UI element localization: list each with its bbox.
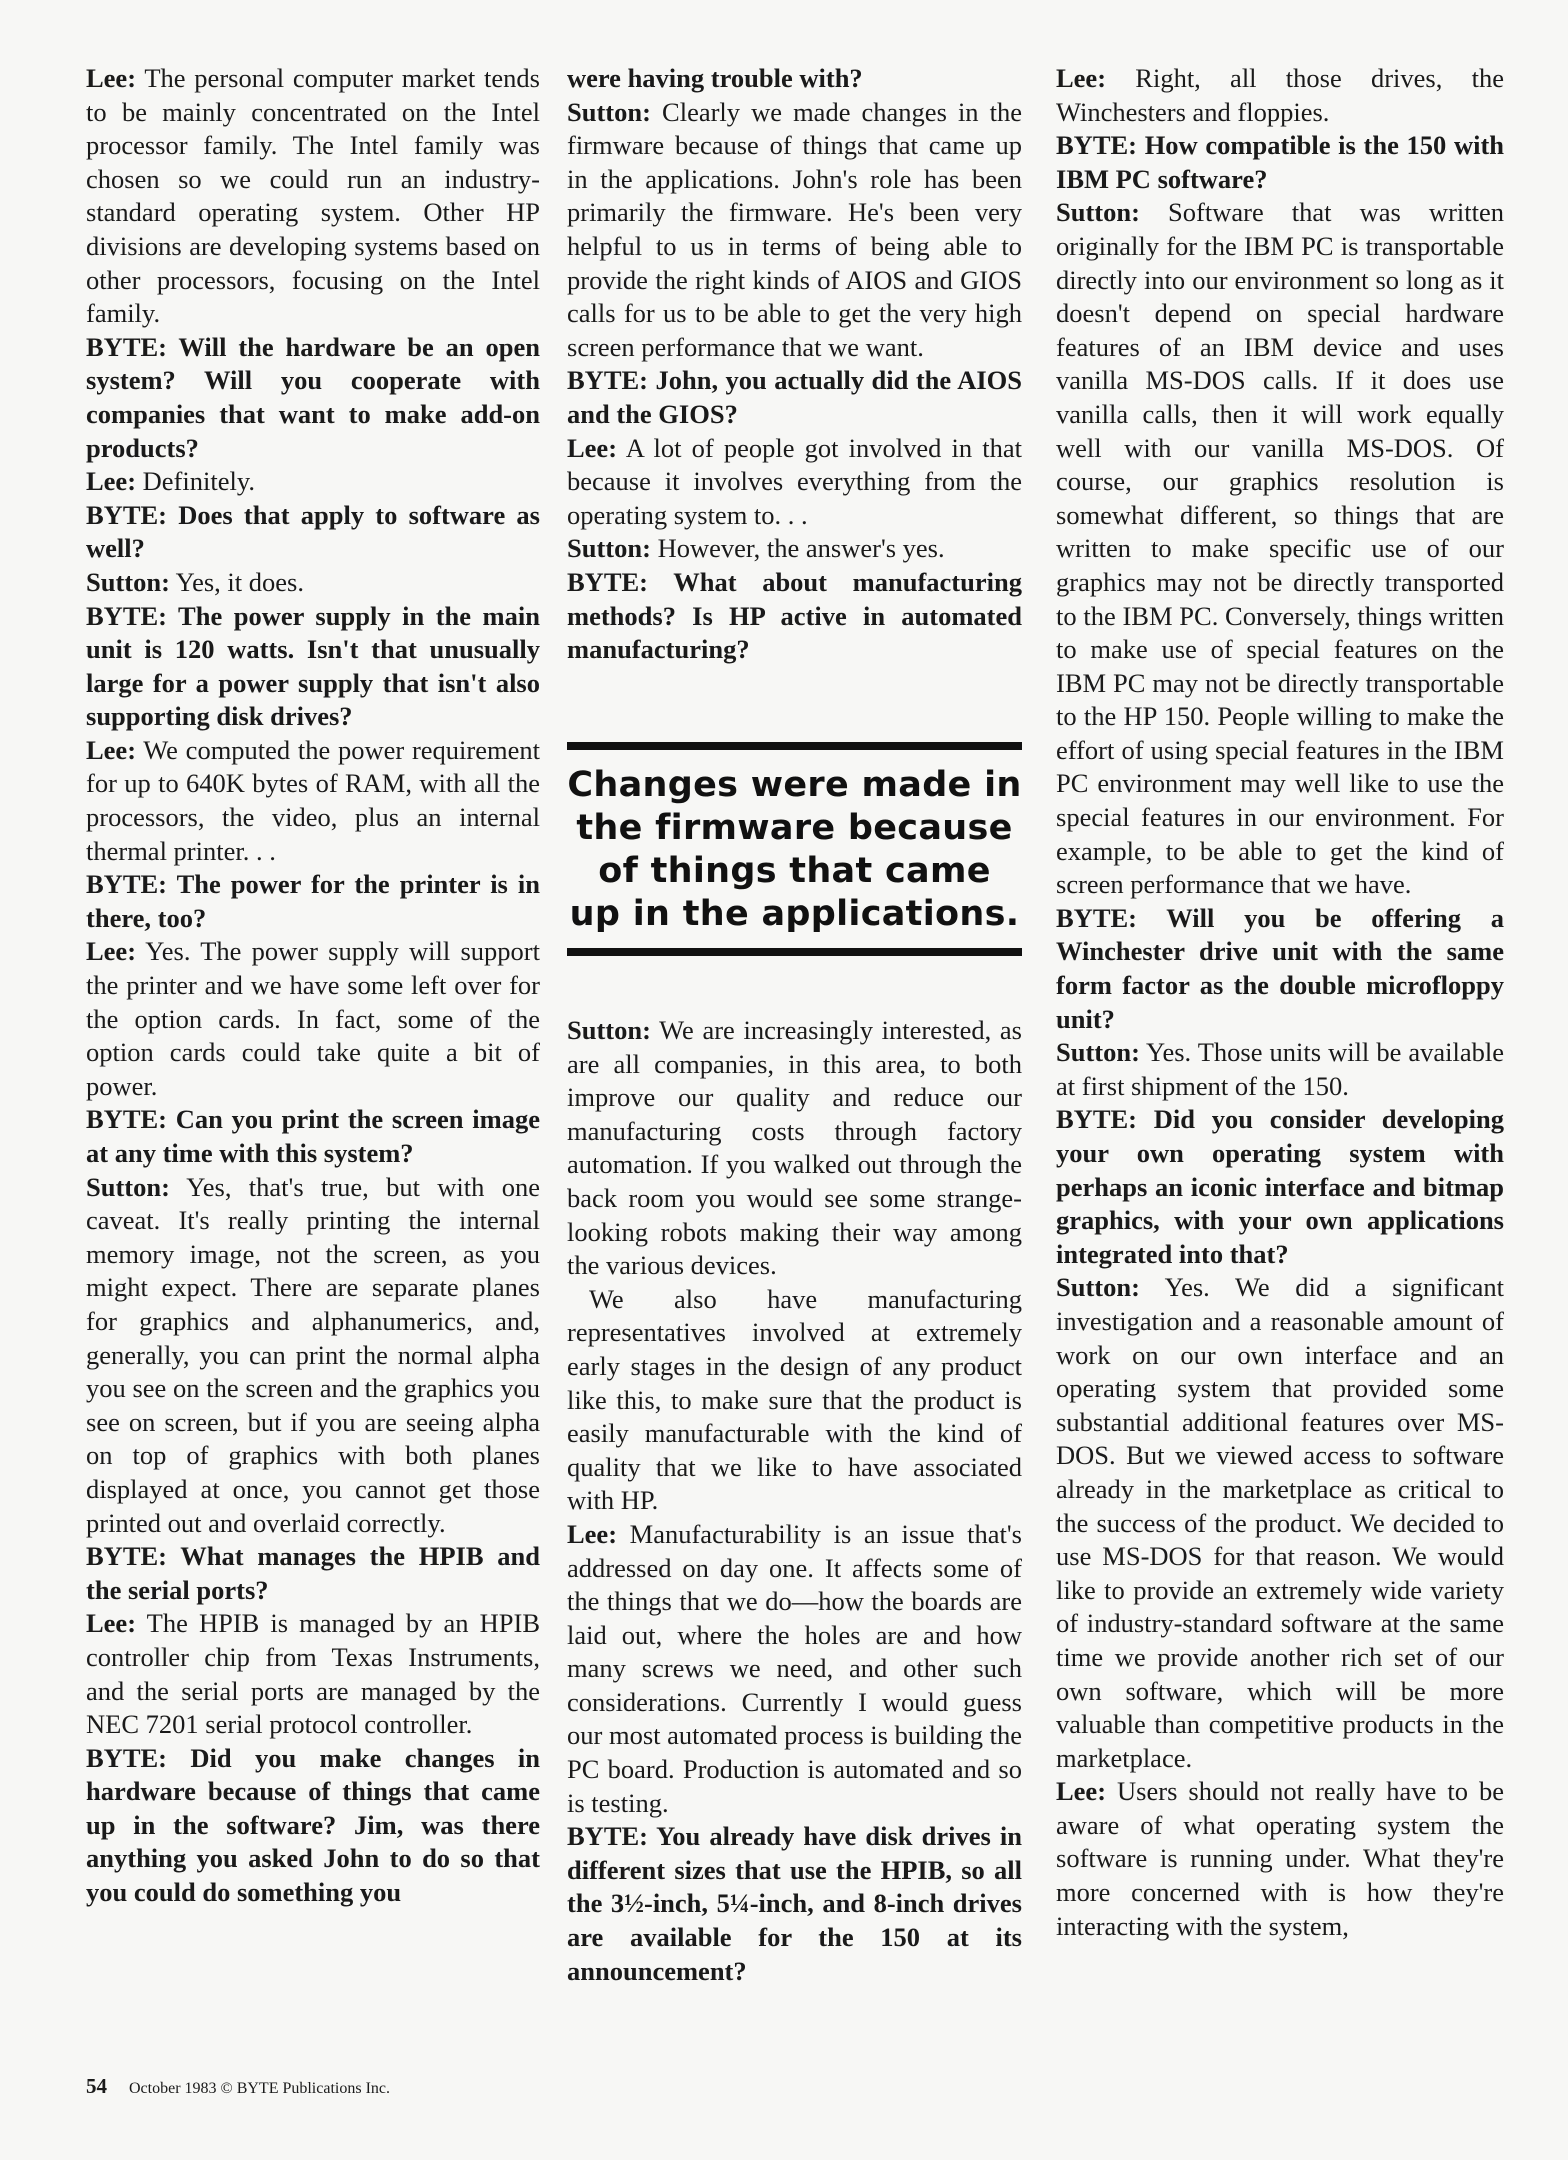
speaker-label: BYTE: xyxy=(567,365,648,396)
paragraph-text: Manufacturability is an issue that's addressed on day one. It affects some of the things that we do—how the boards are laid out, where the holes are and how many screws we need, and other such considerations. Currently I would guess our most automated process is building the PC board. Production is automated and so is testing. xyxy=(567,1518,1022,1818)
speaker-label: BYTE: xyxy=(86,1104,167,1135)
paragraph-text: The personal computer market tends to be mainly concentrated on the Intel processor family. The Intel family was chosen so we could run an industry-standard operating system. Other HP divisions are developing systems based on other processors, focusing on the Intel family. xyxy=(86,63,540,329)
paragraph-text: Clearly we made changes in the firmware because of things that came up in the applications. John's role has been primarily the firmware. He's been very helpful to us in terms of being able to provide the right kinds of AIOS and GIOS calls for us to be able to get the very high screen performance that we want. xyxy=(567,96,1023,362)
speaker-label: BYTE: xyxy=(86,869,167,900)
interview-answer xyxy=(86,566,540,600)
interview-answer xyxy=(86,734,540,868)
speaker-label: Lee: xyxy=(86,936,137,967)
interview-answer xyxy=(567,1518,1022,1820)
page-number: 54 xyxy=(86,2074,107,2098)
paragraph-text: We are increasingly interested, as are all companies, in this area, to both improve our quality and reduce our manufacturing costs through factory automation. If you walked out through the back room you would see some strange-looking robots making their way among the various devices. xyxy=(567,1015,1022,1281)
interview-answer xyxy=(567,532,1022,566)
speaker-label: Sutton: xyxy=(1056,1272,1140,1303)
speaker-label: Sutton: xyxy=(567,533,651,564)
interview-question xyxy=(86,1103,540,1170)
paragraph-text: The power supply in the main unit is 120 watts. Isn't that unusually large for a power supply that isn't also supporting disk drives? xyxy=(86,600,540,732)
interview-answer xyxy=(1056,62,1504,129)
paragraph-text: Right, all those drives, the Winchesters and floppies. xyxy=(1056,63,1504,127)
speaker-label: Lee: xyxy=(567,432,618,463)
paragraph-text: Yes, it does. xyxy=(175,566,304,597)
interview-answer xyxy=(1056,1271,1504,1775)
paragraph-text: How compatible is the 150 with IBM PC software? xyxy=(1056,130,1505,194)
speaker-label: BYTE: xyxy=(86,499,167,530)
paragraph-text: Yes, that's true, but with one caveat. It's really printing the internal memory image, not the screen, as you might expect. There are separate planes for graphics and alphanumerics, and, generally, you can print the normal alpha you see on the screen and the graphics you see on screen, but if you are seeing alpha on top of graphics with both planes displayed at once, you cannot get those printed out and overlaid correctly. xyxy=(86,1171,540,1538)
footer-credit: October 1983 © BYTE Publications Inc. xyxy=(129,2080,390,2097)
paragraph-text: What about manufacturing methods? Is HP active in automated manufacturing? xyxy=(567,566,1022,665)
paragraph-text: However, the answer's yes. xyxy=(657,533,945,564)
speaker-label: Lee: xyxy=(86,734,137,765)
speaker-label: BYTE: xyxy=(1056,902,1137,933)
paragraph-text: Yes. Those units will be available at first shipment of the 150. xyxy=(1056,1037,1504,1101)
speaker-label: Sutton: xyxy=(1056,1037,1140,1068)
pull-quote xyxy=(567,742,1022,947)
paragraph-text: were having trouble with? xyxy=(567,63,863,93)
interview-answer xyxy=(1056,196,1504,901)
interview-answer xyxy=(86,1607,540,1741)
speaker-label: BYTE: xyxy=(86,1541,167,1572)
interview-answer xyxy=(86,1171,540,1541)
speaker-label: Lee: xyxy=(86,63,137,93)
interview-question xyxy=(86,600,540,734)
interview-question xyxy=(1056,129,1504,196)
paragraph-text: The power for the printer is in there, too? xyxy=(86,869,540,933)
interview-answer xyxy=(567,1014,1022,1283)
text-column-1 xyxy=(86,62,540,1910)
speaker-label: BYTE: xyxy=(567,566,648,597)
interview-question xyxy=(86,499,540,566)
speaker-label: BYTE: xyxy=(567,1821,648,1852)
interview-question xyxy=(567,1820,1022,1988)
speaker-label: Lee: xyxy=(567,1518,618,1549)
speaker-label: BYTE: xyxy=(86,331,167,362)
paragraph-text: Does that apply to software as well? xyxy=(86,499,540,564)
speaker-label: Sutton: xyxy=(86,566,170,597)
text-column-2-bottom xyxy=(567,1014,1022,1988)
interview-question xyxy=(86,1540,540,1607)
speaker-label: BYTE: xyxy=(1056,130,1137,161)
paragraph-text: Software that was written originally for the IBM PC is transportable directly into our environment so long as it doesn't depend on special hardware features of an IBM device and uses vanilla MS-DOS calls. If it does use vanilla calls, then it will work equally well with our vanilla MS-DOS. Of course, our graphics resolution is somewhat different, so things that are written to make specific use of our graphics may not be directly transported to the IBM PC. Conversely, things written to make use of special features on the IBM PC may not be directly transportable to the HP 150. People willing to make the effort of using special features in the IBM PC environment may well like to use the special features in our environment. For example, to be able to get the kind of screen performance that we have. xyxy=(1056,197,1504,900)
speaker-label: Lee: xyxy=(1056,63,1107,93)
paragraph-text: Will the hardware be an open system? Will you cooperate with companies that want to make add-on products? xyxy=(86,331,540,463)
paragraph-text: Did you consider developing your own operating system with perhaps an iconic interface and bitmap graphics, with your own applications integrated into that? xyxy=(1056,1104,1504,1269)
interview-question xyxy=(1056,902,1504,1036)
speaker-label: BYTE: xyxy=(86,1742,167,1773)
paragraph-text: What manages the HPIB and the serial ports? xyxy=(86,1541,540,1605)
interview-answer xyxy=(1056,1036,1504,1103)
interview-question xyxy=(567,566,1022,667)
pull-quote-bottom-rule xyxy=(567,948,1022,956)
text-column-2-top xyxy=(567,62,1022,667)
speaker-label: Sutton: xyxy=(1056,197,1140,228)
interview-answer xyxy=(86,935,540,1103)
paragraph-text: Did you make changes in hardware because of things that came up in the software? Jim, was there anything you asked John to do so that you could do something you xyxy=(86,1742,540,1908)
interview-question xyxy=(567,62,1022,96)
paragraph-text: Can you print the screen image at any time with this system? xyxy=(86,1104,541,1168)
interview-answer xyxy=(567,432,1022,533)
text-column-3 xyxy=(1056,62,1504,1943)
interview-answer xyxy=(567,1283,1022,1518)
interview-question xyxy=(86,868,540,935)
speaker-label: Sutton: xyxy=(567,96,651,127)
interview-question xyxy=(567,364,1022,431)
paragraph-text: We also have manufacturing representatives involved at extremely early stages in the design of any product like this, to make sure that the product is easily manufacturable with the kind of quality that we like to have associated with HP. xyxy=(567,1283,1022,1516)
speaker-label: BYTE: xyxy=(1056,1104,1137,1135)
paragraph-text: Yes. We did a significant investigation and a reasonable amount of work on our own interface and an operating system that provided some substantial additional features over MS-DOS. But we viewed access to software already in the marketplace as critical to the success of the product. We decided to use MS-DOS for that reason. We would like to provide an extremely wide variety of industry-standard software at the same time we provide another rich set of our own software, which will be more valuable than competitive products in the marketplace. xyxy=(1056,1272,1504,1773)
speaker-label: Lee: xyxy=(86,1608,137,1639)
paragraph-text: Will you be offering a Winchester drive unit with the same form factor as the double microfloppy unit? xyxy=(1056,902,1504,1034)
paragraph-text: Yes. The power supply will support the printer and we have some left over for the option cards. In fact, some of the option cards could take quite a bit of power. xyxy=(86,936,540,1101)
interview-answer xyxy=(86,62,540,331)
paragraph-text: The HPIB is managed by an HPIB controller chip from Texas Instruments, and the serial ports are managed by the NEC 7201 serial protocol controller. xyxy=(86,1608,540,1740)
paragraph-text: Definitely. xyxy=(142,466,255,497)
paragraph-text: Users should not really have to be aware of what operating system the software is running under. What they're more concerned with is how they're interacting with the system, xyxy=(1056,1776,1504,1941)
interview-answer xyxy=(86,465,540,499)
speaker-label: Lee: xyxy=(1056,1776,1107,1807)
interview-question xyxy=(1056,1103,1504,1271)
paragraph-text: A lot of people got involved in that because it involves everything from the operating system to. . . xyxy=(567,432,1023,530)
speaker-label: Lee: xyxy=(86,466,137,497)
speaker-label: BYTE: xyxy=(86,600,167,631)
page-footer xyxy=(86,2074,390,2099)
pull-quote-text: Changes were made in the firmware because of things that came up in the applications. xyxy=(567,765,1022,934)
interview-answer xyxy=(1056,1775,1504,1943)
speaker-label: Sutton: xyxy=(86,1171,170,1202)
interview-question xyxy=(86,331,540,465)
interview-question xyxy=(86,1742,540,1910)
paragraph-text: We computed the power requirement for up to 640K bytes of RAM, with all the processors, the video, plus an internal thermal printer. . . xyxy=(86,734,540,866)
pull-quote-top-rule xyxy=(567,742,1022,750)
speaker-label: Sutton: xyxy=(567,1015,651,1045)
paragraph-text: John, you actually did the AIOS and the GIOS? xyxy=(567,365,1022,429)
paragraph-text: You already have disk drives in different sizes that use the HPIB, so all the 3½-inch, 5¼-inch, and 8-inch drives are available for the 150 at its announcement? xyxy=(567,1821,1022,1986)
interview-answer xyxy=(567,96,1022,365)
